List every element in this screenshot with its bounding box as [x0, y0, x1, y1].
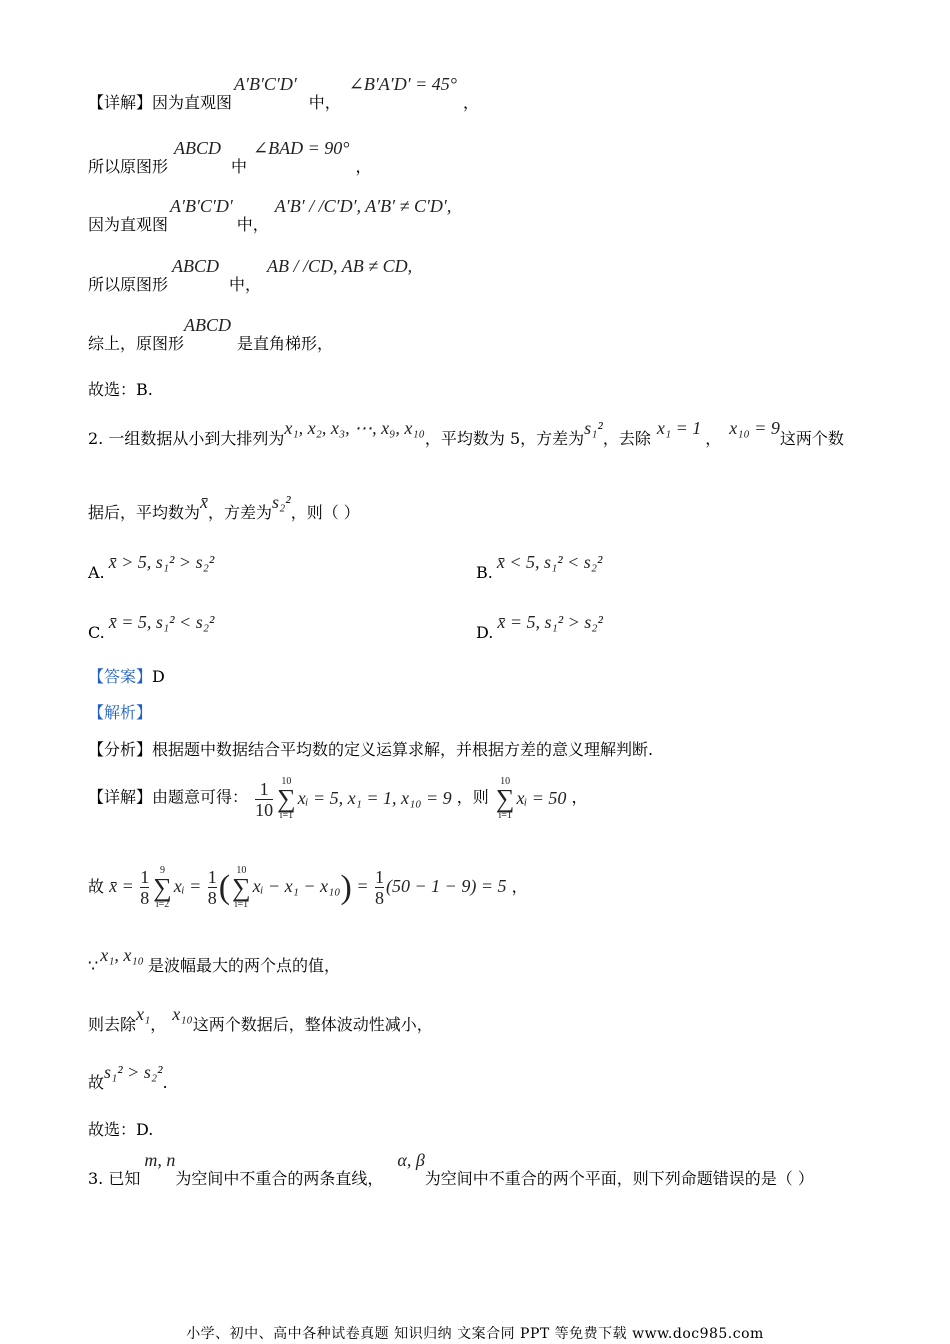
q2-option-a[interactable]: A.x̄ > 5, s₁² > s₂²: [88, 552, 215, 582]
because-line: ∵x₁, x₁₀是波幅最大的两个点的值，: [88, 945, 340, 975]
remove-line: 则去除x₁，x₁₀这两个数据后，整体波动性减小，: [88, 1004, 433, 1034]
formula-mean-sum: $\frac{1}{10}$ 10 ∑ i=1xᵢ = 5, x₁ = 1, x₁₀ = 9: [255, 776, 452, 822]
q3-stem: 3. 已知m, n为空间中不重合的两条直线，α, β为空间中不重合的两个平面，则下列命题错误的是（ ）: [88, 1150, 814, 1188]
xbar-derivation-line: 故 x̄ = $\frac{1}{8}$ 9 ∑ i=2xᵢ = $\frac{1}{8}$ ( 10 ∑ i=1xᵢ − x₁ − x₁₀) = $\frac{1}{8}$ (50 − 1 − 9) = 5 ，: [88, 856, 528, 918]
detail-line-1: 【详解】因为直观图A′B′C′D′中，∠B′A′D′ = 45°，: [88, 74, 480, 112]
analysis-tag: 【解析】: [88, 703, 153, 722]
q2-stem-line-1: 2. 一组数据从小到大排列为x₁, x₂, x₃, ⋯, x₉, x₁₀，平均数为 5，方差为s₁²，去除x₁ = 1，x₁₀ = 9这两个数: [88, 418, 844, 448]
q2-option-b[interactable]: B.x̄ < 5, s₁² < s₂²: [476, 552, 603, 582]
formula-xbar: x̄ = $\frac{1}{8}$ 9 ∑ i=2xᵢ = $\frac{1}{8}$ ( 10 ∑ i=1xᵢ − x₁ − x₁₀) = $\frac{1}{8}$ (50 − 1 − 9) = 5: [109, 864, 507, 910]
q2-option-d[interactable]: D.x̄ = 5, s₁² > s₂²: [476, 612, 603, 642]
detail-line-5: 综上，原图形ABCD是直角梯形，: [88, 315, 334, 353]
fenxi-line: 【分析】根据题中数据结合平均数的定义运算求解，并根据方差的意义理解判断.: [88, 740, 654, 759]
detail-line-2: 所以原图形ABCD中∠BAD = 90°，: [88, 138, 372, 176]
answer-line: [88, 667, 165, 687]
detail-line-3: 因为直观图A′B′C′D′中，A′B′ / /C′D′, A′B′ ≠ C′D′,: [88, 196, 452, 234]
answer-tag: 【答案】: [88, 667, 153, 686]
choose-line: 故选：D.: [88, 1120, 154, 1139]
q2-option-c[interactable]: C.x̄ = 5, s₁² < s₂²: [88, 612, 215, 642]
answer-value: D: [152, 667, 165, 686]
detail-line-4: 所以原图形ABCD中，AB / /CD, AB ≠ CD,: [88, 256, 413, 294]
q2-stem-line-2: 据后，平均数为x̄，方差为s₂²，则（ ）: [88, 492, 360, 522]
conclusion-line: 故s₁² > s₂².: [88, 1062, 168, 1092]
detail-line-6: 故选：B.: [88, 380, 153, 399]
formula-total-sum: 10 ∑ i=1xᵢ = 50: [495, 776, 567, 822]
page-footer: 小学、初中、高中各种试卷真题 知识归纳 文案合同 PPT 等免费下载 www.doc985.com: [186, 1326, 764, 1342]
sum-line-1: 【详解】由题意可得： $\frac{1}{10}$ 10 ∑ i=1xᵢ = 5, x₁ = 1, x₁₀ = 9 ，则 10 ∑ i=1xᵢ = 50 ，: [88, 772, 588, 823]
